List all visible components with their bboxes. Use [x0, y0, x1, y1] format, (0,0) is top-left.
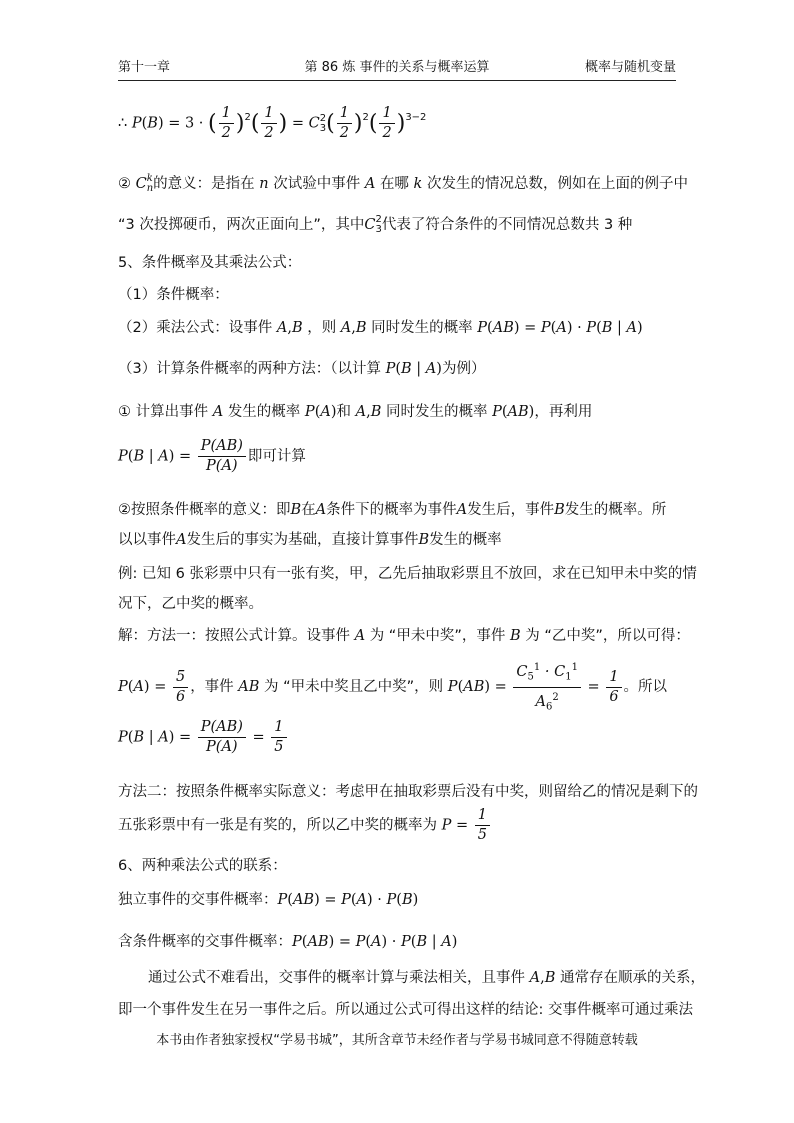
method-1-formula: P(B | A) = $\frac{P(AB)}{P(A)}$ 即可计算 [118, 438, 306, 474]
section-6-heading: 6、两种乘法公式的联系： [118, 858, 287, 874]
example-coin-line: “3 次投掷硬币，两次正面向上”，其中C 2 3 代表了符合条件的不同情况总数共 3 种 [118, 214, 633, 235]
item-2: （2）乘法公式：设事件 A,B ，则 A,B 同时发生的概率 P(AB) = P(A) · P(B | A) [118, 320, 643, 336]
header-rule [118, 80, 676, 81]
example-line-2: 况下，乙中奖的概率。 [118, 596, 263, 612]
independent-formula: 独立事件的交事件概率：P(AB) = P(A) · P(B) [118, 892, 419, 908]
method-2b-line-2: 五张彩票中有一张是有奖的，所以乙中奖的概率为 P = $\frac{1}{5}$ [118, 806, 492, 845]
meaning-line: ② C k n 的意义：是指在 n 次试验中事件 A 在哪 k 次发生的情况总数，例如在上面的例子中 [118, 173, 688, 194]
solution-line-1: 解：方法一：按照公式计算。设事件 A 为 “甲未中奖”，事件 B 为 “乙中奖”，所以可得： [118, 628, 690, 644]
copyright-footer: 本书由作者独家授权“学易书城”，其所含章节未经作者与学易书城同意不得随意转载 [156, 1033, 638, 1048]
formula-pb: ∴ P(B) = 3 · ( $\frac{1}{2}$ )$^2$( $\frac{1}{2}$ ) = C 2 3 ( $\frac{1}{2}$ )$^2$( $\frac{1}{2}$ )$^{3-2}$ [118, 105, 427, 141]
solution-line-2: P(A) = $\frac{5}{6}$ ，事件 AB 为 “甲未中奖且乙中奖”，则 P(AB) = $\frac{C_5^1 \cdot C_1^1}{A_6^2}$ = $\frac{1}{6}$ 。所以 [118, 658, 667, 716]
method-2-line-2: 以以事件A发生后的事实为基础，直接计算事件B发生的概率 [118, 532, 502, 548]
solution-formula: P(B | A) = $\frac{P(AB)}{P(A)}$ = $\frac{1}{5}$ [118, 718, 289, 757]
example-line-1: 例: 已知 6 张彩票中只有一张有奖，甲，乙先后抽取彩票且不放回，求在已知甲未中奖的情 [118, 566, 697, 582]
page-header [118, 56, 676, 76]
conclusion-line-1: 通过公式不难看出，交事件的概率计算与乘法相关，且事件 A,B 通常存在顺承的关系， [148, 970, 705, 986]
item-3: （3）计算条件概率的两种方法：（以计算 P(B | A)为例） [118, 361, 486, 377]
section-5-heading: 5、条件概率及其乘法公式： [118, 255, 302, 271]
method-1-line: ① 计算出事件 A 发生的概率 P(A)和 A,B 同时发生的概率 P(AB)，再利用 [118, 404, 593, 420]
conditional-formula: 含条件概率的交事件概率：P(AB) = P(A) · P(B | A) [118, 934, 458, 950]
conclusion-line-2: 即一个事件发生在另一事件之后。所以通过公式可得出这样的结论: 交事件概率可通过乘法 [118, 1002, 693, 1018]
topic-label: 概率与随机变量 [584, 60, 676, 75]
section-title: 第 86 炼 事件的关系与概率运算 [304, 60, 490, 75]
method-2b-line-1: 方法二：按照条件概率实际意义：考虑甲在抽取彩票后没有中奖，则留给乙的情况是剩下的 [118, 784, 698, 800]
method-2-line-1: ②按照条件概率的意义：即B在A条件下的概率为事件A发生后，事件B发生的概率。所 [118, 502, 667, 518]
item-1: （1）条件概率： [118, 287, 229, 303]
chapter-label: 第十一章 [118, 60, 171, 75]
